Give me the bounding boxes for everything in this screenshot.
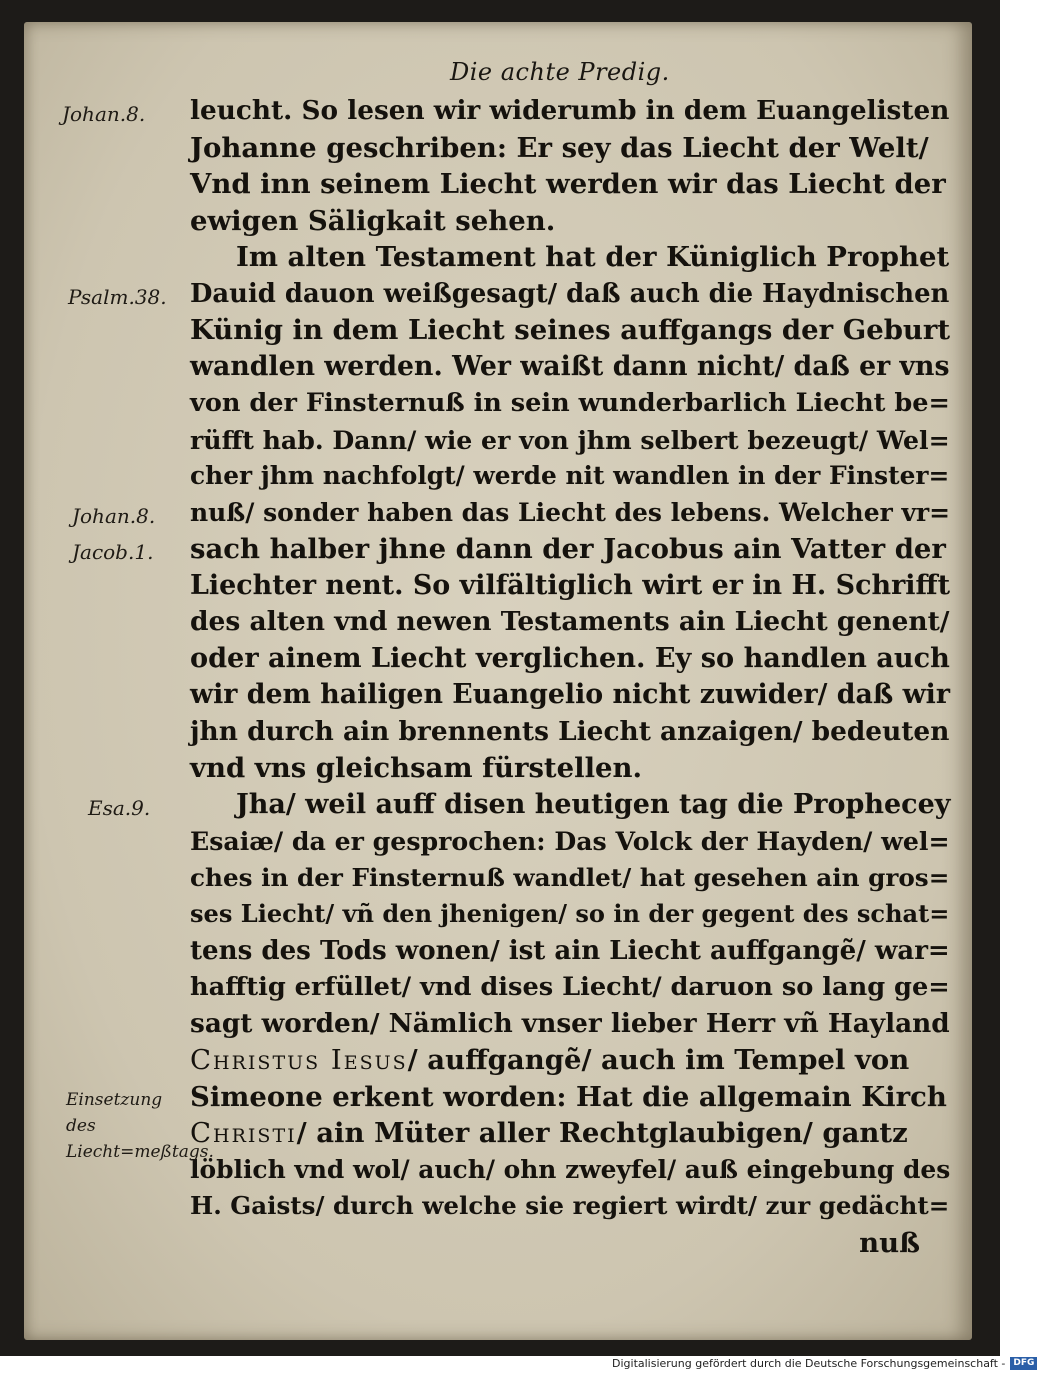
line-text: Esaiæ/ da er gesprochen: Das Volck der Hayden/ wel= (190, 826, 950, 856)
line-text: Vnd inn seinem Liecht werden wir das Liecht der (190, 168, 946, 200)
line-text: von der Finsternuß in sein wunderbarlich Liecht be= (190, 388, 950, 418)
text-line (190, 1152, 950, 1189)
line-text: des alten vnd newen Testaments ain Liecht genent/ (190, 606, 950, 637)
line-text: jhn durch ain brennents Liecht anzaigen/ bedeuten (190, 715, 950, 747)
text-line (190, 349, 950, 386)
line-text: tens des Tods wonen/ ist ain Liecht auffgangẽ/ war= (190, 935, 950, 966)
line-text: rüfft hab. Dann/ wie er von jhm selbert bezeugt/ Wel= (190, 424, 950, 455)
text-line (190, 422, 950, 459)
text-line (190, 458, 950, 495)
text-line (190, 495, 950, 532)
dfg-logo[interactable]: DFG (1010, 1357, 1037, 1370)
line-text: hafftig erfüllet/ vnd dises Liecht/ daruon so lang ge= (190, 972, 950, 1002)
line-text: sach halber jhne dann der Jacobus ain Vatter der (190, 533, 946, 565)
line-text: nuß (859, 1226, 920, 1259)
text-line (190, 531, 950, 568)
line-text: H. Gaists/ durch welche sie regiert wirdt/ zur gedächt= (190, 1191, 950, 1220)
text-line (190, 312, 950, 349)
text-line (190, 1115, 950, 1152)
text-line (190, 166, 950, 203)
text-line (190, 93, 950, 130)
text-line (190, 604, 950, 641)
text-line (190, 823, 950, 860)
line-text: vnd vns gleichsam fürstellen. (190, 752, 643, 784)
body-text (190, 93, 950, 1261)
line-text: ewigen Säligkait sehen. (190, 204, 556, 237)
line-text: Simeone erkent worden: Hat die allgemain Kirch (190, 1080, 947, 1113)
line-text: Liechter nent. So vilfältiglich wirt er in H. Schrifft (190, 569, 951, 601)
text-line (190, 1042, 950, 1079)
line-text: cher jhm nachfolgt/ werde nit wandlen in der Finster= (190, 461, 950, 490)
line-text: / ain Müter aller Rechtglaubigen/ gantz (296, 1117, 908, 1149)
text-line (190, 130, 950, 167)
line-text: leucht. So lesen wir widerumb in dem Euangelisten (190, 95, 950, 126)
text-line (190, 933, 950, 970)
line-text: wir dem hailigen Euangelio nicht zuwider/ daß wir (190, 679, 950, 710)
margin-note: Johan.8. (62, 102, 146, 126)
margin-note: Johan.8. (72, 503, 156, 528)
text-line (190, 203, 950, 240)
line-text: Johanne geschriben: Er sey das Liecht der Welt/ (190, 131, 929, 164)
line-text: Künig in dem Liecht seines auffgangs der Geburt (190, 314, 951, 346)
text-line (190, 1006, 950, 1043)
text-line (190, 1225, 950, 1262)
line-text: nuß/ sonder haben das Liecht des lebens. Welcher vr= (190, 497, 951, 527)
line-text: Im alten Testament hat der Küniglich Prophet (236, 241, 950, 273)
margin-note: Esa.9. (88, 795, 151, 820)
margin-note: Jacob.1. (72, 540, 154, 564)
text-line (190, 1079, 950, 1116)
line-text: ses Liecht/ vñ den jhenigen/ so in der gegent des schat= (190, 899, 950, 928)
text-line (190, 276, 950, 313)
small-caps-name: Christus Iesus (190, 1044, 408, 1076)
line-text: Dauid dauon weißgesagt/ daß auch die Haydnischen (190, 278, 950, 309)
line-text: ches in der Finsternuß wandlet/ hat gesehen ain gros= (190, 862, 950, 892)
line-text: / auffgangẽ/ auch im Tempel von (407, 1044, 910, 1076)
line-text: löblich vnd wol/ auch/ ohn zweyfel/ auß eingebung des (190, 1154, 951, 1184)
line-text: Jha/ weil auff disen heutigen tag die Prophecey (236, 788, 951, 820)
text-line (190, 239, 950, 276)
margin-note: Psalm.38. (68, 284, 167, 309)
text-line (190, 1188, 950, 1225)
text-line (190, 641, 950, 678)
text-line (190, 896, 950, 933)
footer-credit: Digitalisierung gefördert durch die Deutsche Forschungsgemeinschaft - (612, 1357, 1006, 1370)
text-line (190, 677, 950, 714)
text-line (190, 969, 950, 1006)
margin-note: Einsetzung des Liecht=meßtags. (66, 1089, 214, 1162)
text-line (190, 750, 950, 787)
text-line (190, 385, 950, 422)
line-text: oder ainem Liecht verglichen. Ey so handlen auch (190, 642, 950, 674)
line-text: wandlen werden. Wer waißt dann nicht/ daß er vns (190, 350, 950, 382)
footer (612, 1357, 1037, 1370)
page-header: Die achte Predig. (450, 58, 670, 86)
text-line (190, 860, 950, 897)
small-caps-name: Christi (190, 1117, 297, 1149)
text-line (190, 787, 950, 824)
text-line (190, 714, 950, 751)
text-line (190, 568, 950, 605)
line-text: sagt worden/ Nämlich vnser lieber Herr vñ Hayland (190, 1007, 950, 1039)
